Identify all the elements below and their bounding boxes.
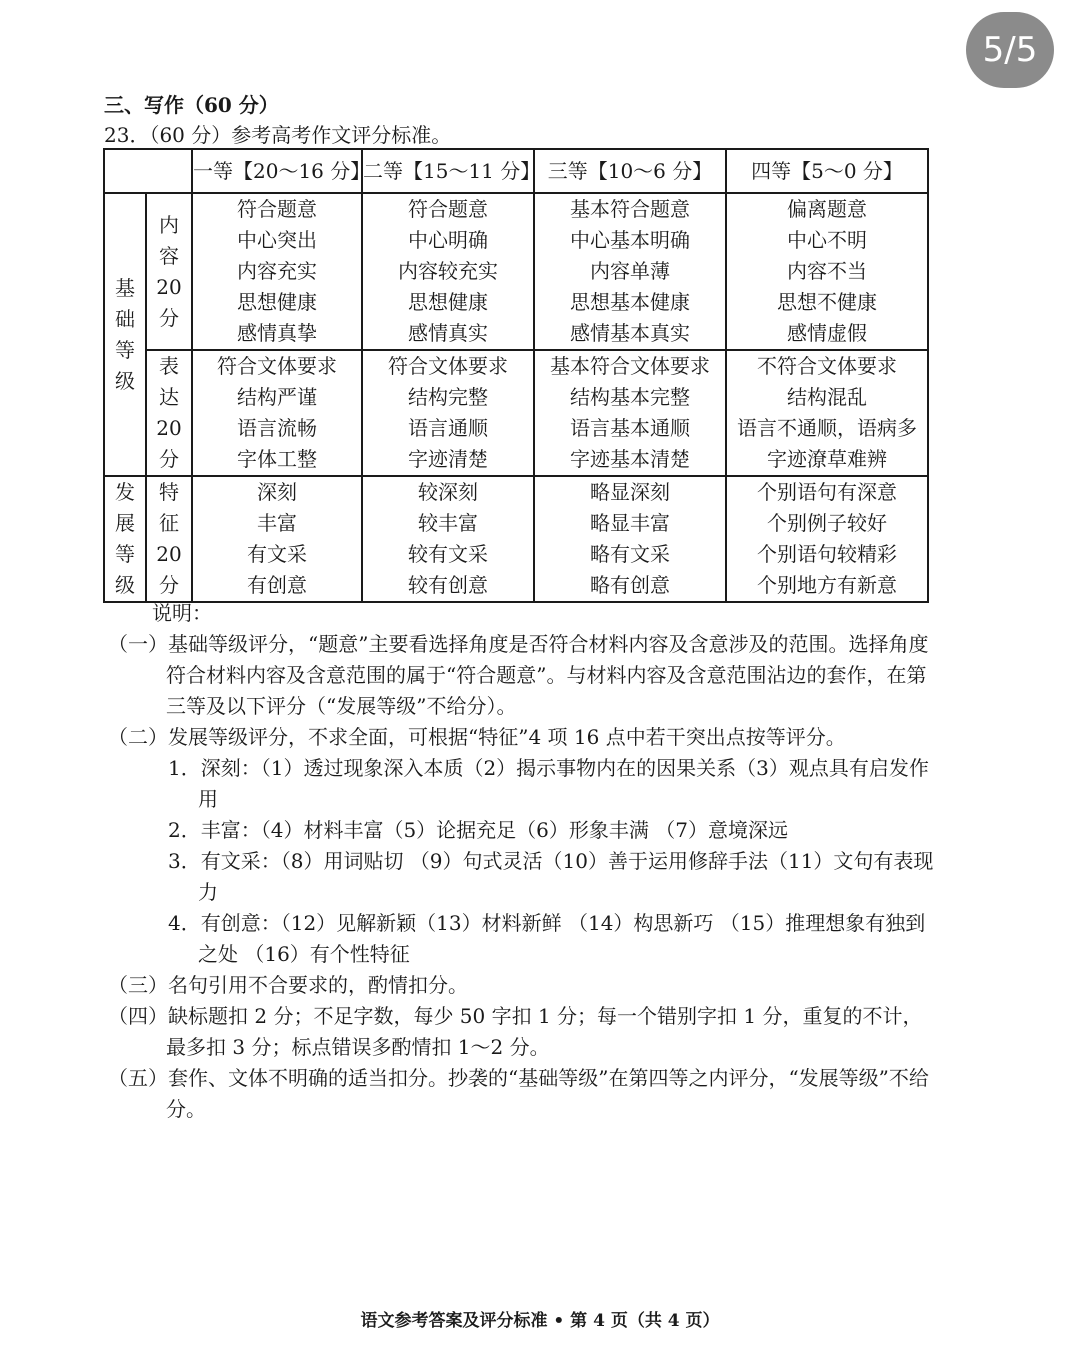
table-corner-cell (104, 149, 192, 193)
table-row (104, 193, 928, 350)
table-cell: 符合题意 中心突出 内容充实 思想健康 感情真挚 (192, 193, 362, 350)
notes-title: 说明： (152, 601, 212, 625)
table-cell: 偏离题意 中心不明 内容不当 思想不健康 感情虚假 (726, 193, 928, 350)
table-cell: 符合文体要求 结构完整 语言通顺 字迹清楚 (362, 350, 534, 476)
question-line: 23．（60 分）参考高考作文评分标准。 (104, 123, 452, 147)
group-label-basic: 基 础 等 级 (104, 193, 146, 476)
note-subitem: 3．有文采：（8）用词贴切 （9）句式灵活（10）善于运用修辞手法（11）文句有表现力 (168, 849, 934, 904)
table-cell: 符合文体要求 结构严谨 语言流畅 字体工整 (192, 350, 362, 476)
grade-header: 三等【10～6 分】 (534, 149, 726, 193)
note-paragraph: （二）发展等级评分，不求全面，可根据“特征”4 项 16 点中若干突出点按等评分。 (108, 725, 846, 749)
grade-header: 一等【20～16 分】 (192, 149, 362, 193)
table-row (104, 350, 928, 476)
section-title: 三、写作（60 分） (104, 93, 279, 117)
page-footer: 语文参考答案及评分标准 • 第 4 页（共 4 页） (360, 1311, 720, 1331)
row-label-feature: 特 征 20 分 (146, 476, 192, 602)
table-cell: 基本符合题意 中心基本明确 内容单薄 思想基本健康 感情基本真实 (534, 193, 726, 350)
table-cell: 略显深刻 略显丰富 略有文采 略有创意 (534, 476, 726, 602)
table-cell: 个别语句有深意 个别例子较好 个别语句较精彩 个别地方有新意 (726, 476, 928, 602)
table-cell: 较深刻 较丰富 较有文采 较有创意 (362, 476, 534, 602)
table-row (104, 476, 928, 602)
grade-header: 二等【15～11 分】 (362, 149, 534, 193)
row-label-content: 内 容 20 分 (146, 193, 192, 350)
table-cell: 深刻 丰富 有文采 有创意 (192, 476, 362, 602)
grade-header: 四等【5～0 分】 (726, 149, 928, 193)
table-header-row (104, 149, 928, 193)
page-indicator-badge: 5/5 (966, 12, 1054, 88)
note-subitem: 2．丰富：（4）材料丰富（5）论据充足（6）形象丰满 （7）意境深远 (168, 818, 788, 842)
group-label-development: 发 展 等 级 (104, 476, 146, 602)
table-cell: 不符合文体要求 结构混乱 语言不通顺，语病多 字迹潦草难辨 (726, 350, 928, 476)
table-cell: 基本符合文体要求 结构基本完整 语言基本通顺 字迹基本清楚 (534, 350, 726, 476)
note-subitem: 4．有创意：（12）见解新颖（13）材料新鲜 （14）构思新巧 （15）推理想象有独到之处 （16）有个性特征 (168, 911, 926, 966)
note-subitem: 1．深刻：（1）透过现象深入本质（2）揭示事物内在的因果关系（3）观点具有启发作用 (168, 756, 929, 811)
table-cell: 符合题意 中心明确 内容较充实 思想健康 感情真实 (362, 193, 534, 350)
note-paragraph: （一）基础等级评分，“题意”主要看选择角度是否符合材料内容及含意涉及的范围。选择角度符合材料内容及含意范围的属于“符合题意”。与材料内容及含意范围沾边的套作，在第三等及以下评分（“发展等级”不给分）。 (108, 632, 929, 718)
note-paragraph: （四）缺标题扣 2 分；不足字数，每少 50 字扣 1 分；每一个错别字扣 1 分，重复的不计，最多扣 3 分；标点错误多酌情扣 1～2 分。 (108, 1004, 923, 1059)
notes-section (108, 598, 938, 1125)
note-paragraph: （五）套作、文体不明确的适当扣分。抄袭的“基础等级”在第四等之内评分，“发展等级”不给分。 (108, 1066, 929, 1121)
row-label-expression: 表 达 20 分 (146, 350, 192, 476)
note-paragraph: （三）名句引用不合要求的，酌情扣分。 (108, 973, 468, 997)
scoring-table (103, 148, 929, 603)
